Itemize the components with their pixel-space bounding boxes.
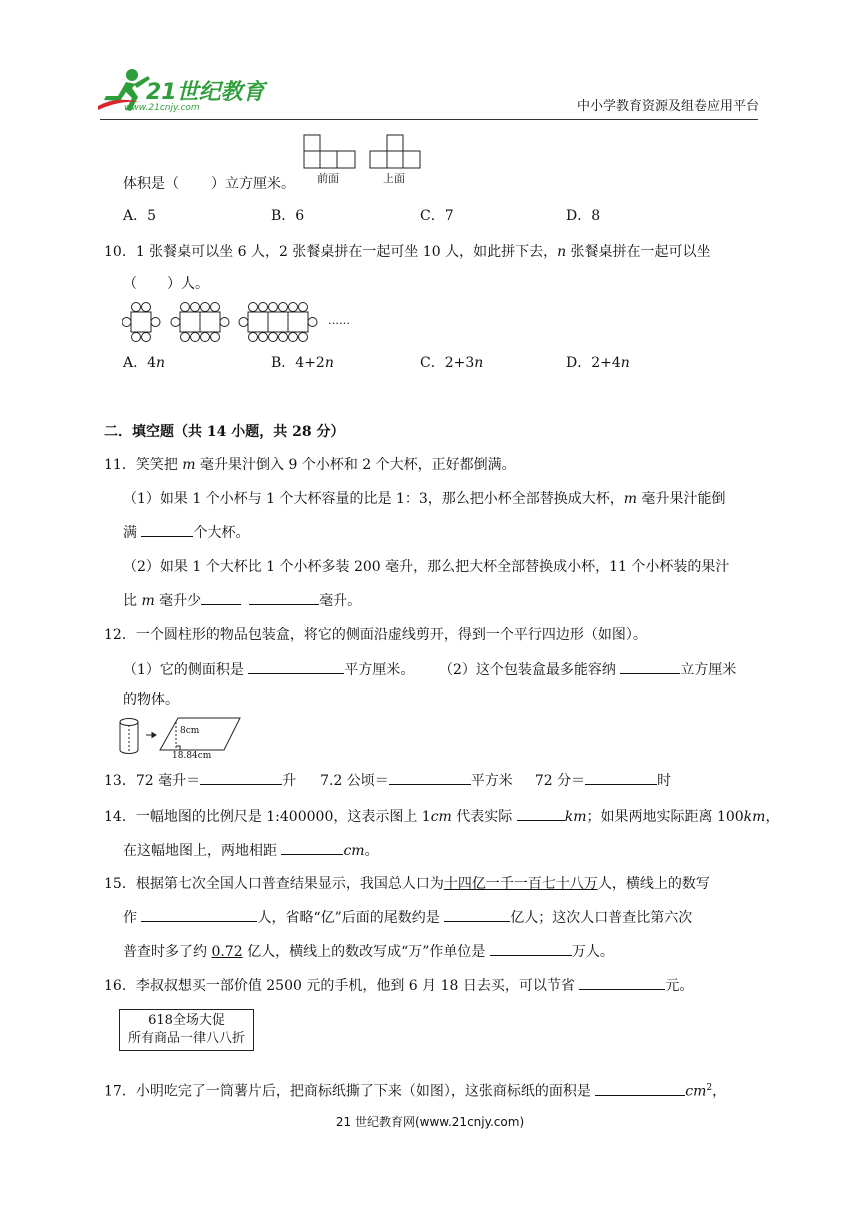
front-view-figure [303,134,357,170]
q15-line3: 普查时多了约 0.72 亿人，横线上的数改写成“万”作单位是 万人。 [123,941,614,962]
answer-blank[interactable] [595,1081,685,1096]
q9-line: 体积是（ ）立方厘米。 [123,176,295,192]
top-view-figure [369,134,423,170]
footer: 21 世纪教育网(www.21cnjy.com) [335,1115,525,1129]
answer-blank[interactable] [517,806,565,821]
promo-line-2: 所有商品一律八八折 [127,1031,245,1046]
q10-line2: （ ）人。 [123,276,209,292]
q11-part2: （2）如果 1 个大杯比 1 个小杯多装 200 毫升，那么把大杯全部替换成小杯，11 个小杯装的果汁 [123,559,730,575]
q9-option-a: A．5 [123,208,157,224]
q14-text: 14．一幅地图的比例尺是 1:400000，这表示图上 1cm 代表实际 km；如果两地实际距离 100km， [104,806,779,827]
top-view-label: 上面 [383,172,405,185]
answer-blank[interactable] [585,770,657,785]
q10-option-d: D．2+4n [566,355,630,371]
q10-option-c: C．2+3n [420,355,484,371]
promo-line-1: 618全场大促 [148,1013,225,1028]
answer-blank[interactable] [141,907,257,922]
logo-url: www.21cnjy.com [124,103,200,113]
q10-option-b: B．4+2n [271,355,334,371]
q11-text: 11．笑笑把 m 毫升果汁倒入 9 个小杯和 2 个大杯，正好都倒满。 [104,457,516,473]
section-title: 二．填空题（共 14 小题，共 28 分） [104,424,345,440]
answer-blank[interactable] [444,907,510,922]
answer-blank[interactable] [248,659,344,674]
header-divider [100,119,758,120]
answer-blank[interactable] [249,590,319,605]
q10-ellipsis: …… [328,314,350,327]
q10-option-a: A．4n [123,355,166,371]
q9-option-b: B．6 [271,208,305,224]
q12-base-label: 18.84cm [172,751,212,761]
answer-blank[interactable] [281,840,343,855]
promo-box [119,1009,254,1051]
logo-text: 21世纪教育 [146,80,265,105]
q12-line2: 的物体。 [123,692,179,708]
front-view-label: 前面 [317,172,339,185]
question-17: 17．小明吃完了一筒薯片后，把商标纸撕了下来（如图），这张商标纸的面积是 $cm^2$， [104,1078,726,1102]
answer-blank[interactable] [389,770,471,785]
answer-blank[interactable] [200,770,282,785]
q9-option-d: D．8 [566,208,601,224]
q15-line2: 作 人，省略“亿”后面的尾数约是 亿人；这次人口普查比第六次 [123,907,692,928]
answer-blank[interactable] [579,975,665,990]
q12-text: 12．一个圆柱形的物品包装盒，将它的侧面沿虚线剪开，得到一个平行四边形（如图）。 [104,627,647,643]
q16-text: 16．李叔叔想买一部价值 2500 元的手机，他到 6 月 18 日去买，可以节省 元。 [104,975,693,996]
platform-title: 中小学教育资源及组卷应用平台 [577,99,760,114]
question-13: 13．72 毫升＝ 升 7.2 公顷＝ 平方米 72 分＝ 时 [104,770,671,791]
q11-part1: （1）如果 1 个小杯与 1 个大杯容量的比是 1：3，那么把小杯全部替换成大杯，m 毫升果汁能倒 [123,491,726,507]
answer-blank[interactable] [620,659,680,674]
q14-line2: 在这幅地图上，两地相距 cm。 [123,840,379,861]
dining-tables-figure [122,300,322,344]
q12-part1: （1）它的侧面积是 平方厘米。 [123,659,414,680]
q10-text: 10．1 张餐桌可以坐 6 人，2 张餐桌拼在一起可坐 10 人，如此拼下去，n 张餐桌拼在一起可以坐 [104,244,711,260]
answer-blank[interactable] [490,941,572,956]
q11-part2-line2: 比 m 毫升少 毫升。 [123,590,361,611]
q15-text: 15．根据第七次全国人口普查结果显示，我国总人口为十四亿一千一百七十八万人，横线上的数写 [104,876,710,892]
q12-part2: （2）这个包装盒最多能容纳 立方厘米 [439,659,736,680]
q9-option-c: C．7 [420,208,454,224]
q12-height-label: 8cm [180,726,200,736]
answer-blank[interactable] [201,590,241,605]
q11-part1-line2: 满 个大杯。 [123,522,249,543]
answer-blank[interactable] [141,522,193,537]
